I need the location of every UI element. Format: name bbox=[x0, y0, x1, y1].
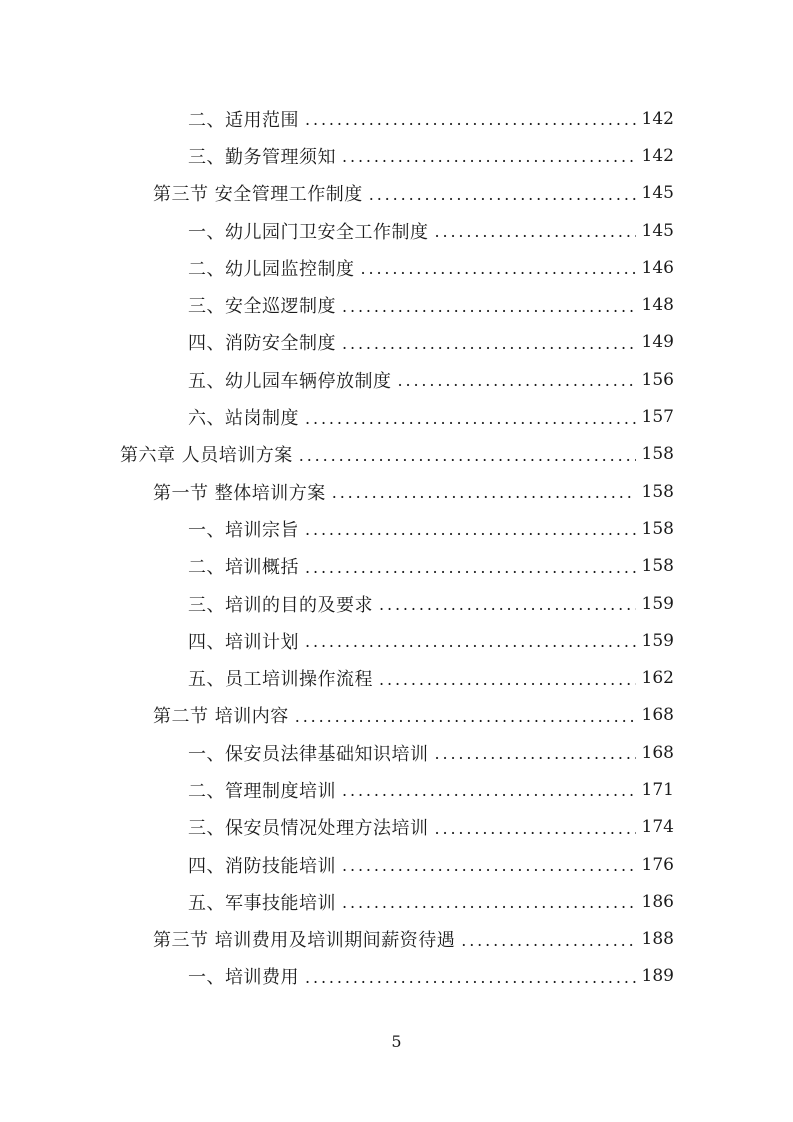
dot-leader bbox=[305, 632, 636, 651]
toc-entry-label: 四、培训计划 bbox=[188, 631, 299, 653]
toc-entry-label: 二、管理制度培训 bbox=[188, 780, 336, 802]
dot-leader bbox=[379, 670, 636, 689]
toc-entry-page: 159 bbox=[641, 630, 674, 651]
toc-entry[interactable] bbox=[0, 809, 793, 846]
toc-entry[interactable] bbox=[0, 398, 793, 435]
toc-entry-page: 158 bbox=[641, 556, 674, 577]
dot-leader bbox=[305, 558, 636, 577]
dot-leader bbox=[342, 856, 636, 875]
toc-entry-page: 176 bbox=[641, 854, 674, 875]
toc-entry-label: 第二节 培训内容 bbox=[153, 706, 289, 728]
toc-entry-page: 189 bbox=[641, 966, 674, 987]
toc-entry-label: 一、培训宗旨 bbox=[188, 519, 299, 541]
dot-leader bbox=[398, 371, 636, 390]
toc-entry[interactable] bbox=[0, 771, 793, 808]
toc-entry-page: 149 bbox=[641, 332, 674, 353]
dot-leader bbox=[342, 147, 636, 166]
toc-entry[interactable] bbox=[0, 249, 793, 286]
toc-entry-label: 四、消防技能培训 bbox=[188, 855, 336, 877]
toc-entry[interactable] bbox=[0, 846, 793, 883]
toc-entry-page: 174 bbox=[641, 817, 674, 838]
toc-entry-label: 二、适用范围 bbox=[188, 109, 299, 131]
dot-leader bbox=[361, 259, 636, 278]
toc-entry-label: 第一节 整体培训方案 bbox=[153, 482, 326, 504]
toc-entry-label: 第三节 安全管理工作制度 bbox=[153, 184, 363, 206]
toc-entry[interactable] bbox=[0, 212, 793, 249]
toc-entry[interactable] bbox=[0, 510, 793, 547]
toc-entry-page: 171 bbox=[641, 779, 674, 800]
toc-entry[interactable] bbox=[0, 436, 793, 473]
toc-entry-label: 五、员工培训操作流程 bbox=[188, 669, 373, 691]
toc-entry-page: 157 bbox=[641, 407, 674, 428]
toc-entry[interactable] bbox=[0, 361, 793, 398]
toc-entry[interactable] bbox=[0, 137, 793, 174]
toc-entry[interactable] bbox=[0, 734, 793, 771]
dot-leader bbox=[305, 968, 636, 987]
toc-entry-label: 三、安全巡逻制度 bbox=[188, 296, 336, 318]
dot-leader bbox=[461, 931, 635, 950]
toc-entry-page: 142 bbox=[641, 108, 674, 129]
toc-entry-page: 188 bbox=[641, 929, 674, 950]
toc-entry-page: 148 bbox=[641, 295, 674, 316]
toc-entry[interactable] bbox=[0, 175, 793, 212]
dot-leader bbox=[295, 707, 636, 726]
toc-entry[interactable] bbox=[0, 324, 793, 361]
toc-entry[interactable] bbox=[0, 585, 793, 622]
dot-leader bbox=[342, 893, 636, 912]
toc-entry-page: 162 bbox=[641, 668, 674, 689]
toc-entry-label: 一、培训费用 bbox=[188, 967, 299, 989]
toc-entry-label: 五、幼儿园车辆停放制度 bbox=[188, 370, 392, 392]
toc-entry[interactable] bbox=[0, 659, 793, 696]
toc-entry-label: 六、站岗制度 bbox=[188, 408, 299, 430]
toc-entry[interactable] bbox=[0, 622, 793, 659]
toc-entry[interactable] bbox=[0, 100, 793, 137]
toc-entry[interactable] bbox=[0, 883, 793, 920]
toc-entry-page: 146 bbox=[641, 257, 674, 278]
toc-entry-label: 三、保安员情况处理方法培训 bbox=[188, 818, 429, 840]
toc-entry[interactable] bbox=[0, 286, 793, 323]
toc-entry-page: 156 bbox=[641, 369, 674, 390]
toc-entry-page: 145 bbox=[641, 220, 674, 241]
dot-leader bbox=[342, 781, 636, 800]
dot-leader bbox=[369, 185, 636, 204]
dot-leader bbox=[435, 819, 636, 838]
dot-leader bbox=[379, 595, 636, 614]
toc-entry[interactable] bbox=[0, 921, 793, 958]
toc-entry-page: 145 bbox=[641, 183, 674, 204]
dot-leader bbox=[305, 520, 636, 539]
dot-leader bbox=[332, 483, 636, 502]
toc-entry-label: 五、军事技能培训 bbox=[188, 892, 336, 914]
toc-entry-page: 168 bbox=[641, 742, 674, 763]
toc-entry[interactable] bbox=[0, 958, 793, 995]
toc-entry[interactable] bbox=[0, 548, 793, 585]
dot-leader bbox=[305, 110, 636, 129]
toc-entry-page: 142 bbox=[641, 145, 674, 166]
dot-leader bbox=[435, 222, 636, 241]
toc-entry-page: 186 bbox=[641, 891, 674, 912]
toc-entry-label: 一、幼儿园门卫安全工作制度 bbox=[188, 221, 429, 243]
toc-entry-label: 第六章 人员培训方案 bbox=[120, 445, 293, 467]
dot-leader bbox=[299, 446, 636, 465]
toc-entry[interactable] bbox=[0, 473, 793, 510]
dot-leader bbox=[305, 409, 636, 428]
dot-leader bbox=[342, 297, 636, 316]
toc-entry-page: 158 bbox=[641, 481, 674, 502]
toc-entry-page: 159 bbox=[641, 593, 674, 614]
toc-entry-page: 158 bbox=[641, 518, 674, 539]
toc-entry-label: 二、幼儿园监控制度 bbox=[188, 258, 355, 280]
toc-entry-page: 168 bbox=[641, 705, 674, 726]
toc-entry-label: 一、保安员法律基础知识培训 bbox=[188, 743, 429, 765]
dot-leader bbox=[342, 334, 636, 353]
table-of-contents bbox=[0, 100, 793, 995]
toc-entry-label: 三、勤务管理须知 bbox=[188, 146, 336, 168]
page-number: 5 bbox=[391, 1032, 402, 1051]
toc-entry-label: 二、培训概括 bbox=[188, 557, 299, 579]
toc-entry-label: 四、消防安全制度 bbox=[188, 333, 336, 355]
toc-entry-label: 第三节 培训费用及培训期间薪资待遇 bbox=[153, 930, 456, 952]
dot-leader bbox=[435, 744, 636, 763]
toc-entry-page: 158 bbox=[641, 444, 674, 465]
toc-entry-label: 三、培训的目的及要求 bbox=[188, 594, 373, 616]
toc-entry[interactable] bbox=[0, 697, 793, 734]
